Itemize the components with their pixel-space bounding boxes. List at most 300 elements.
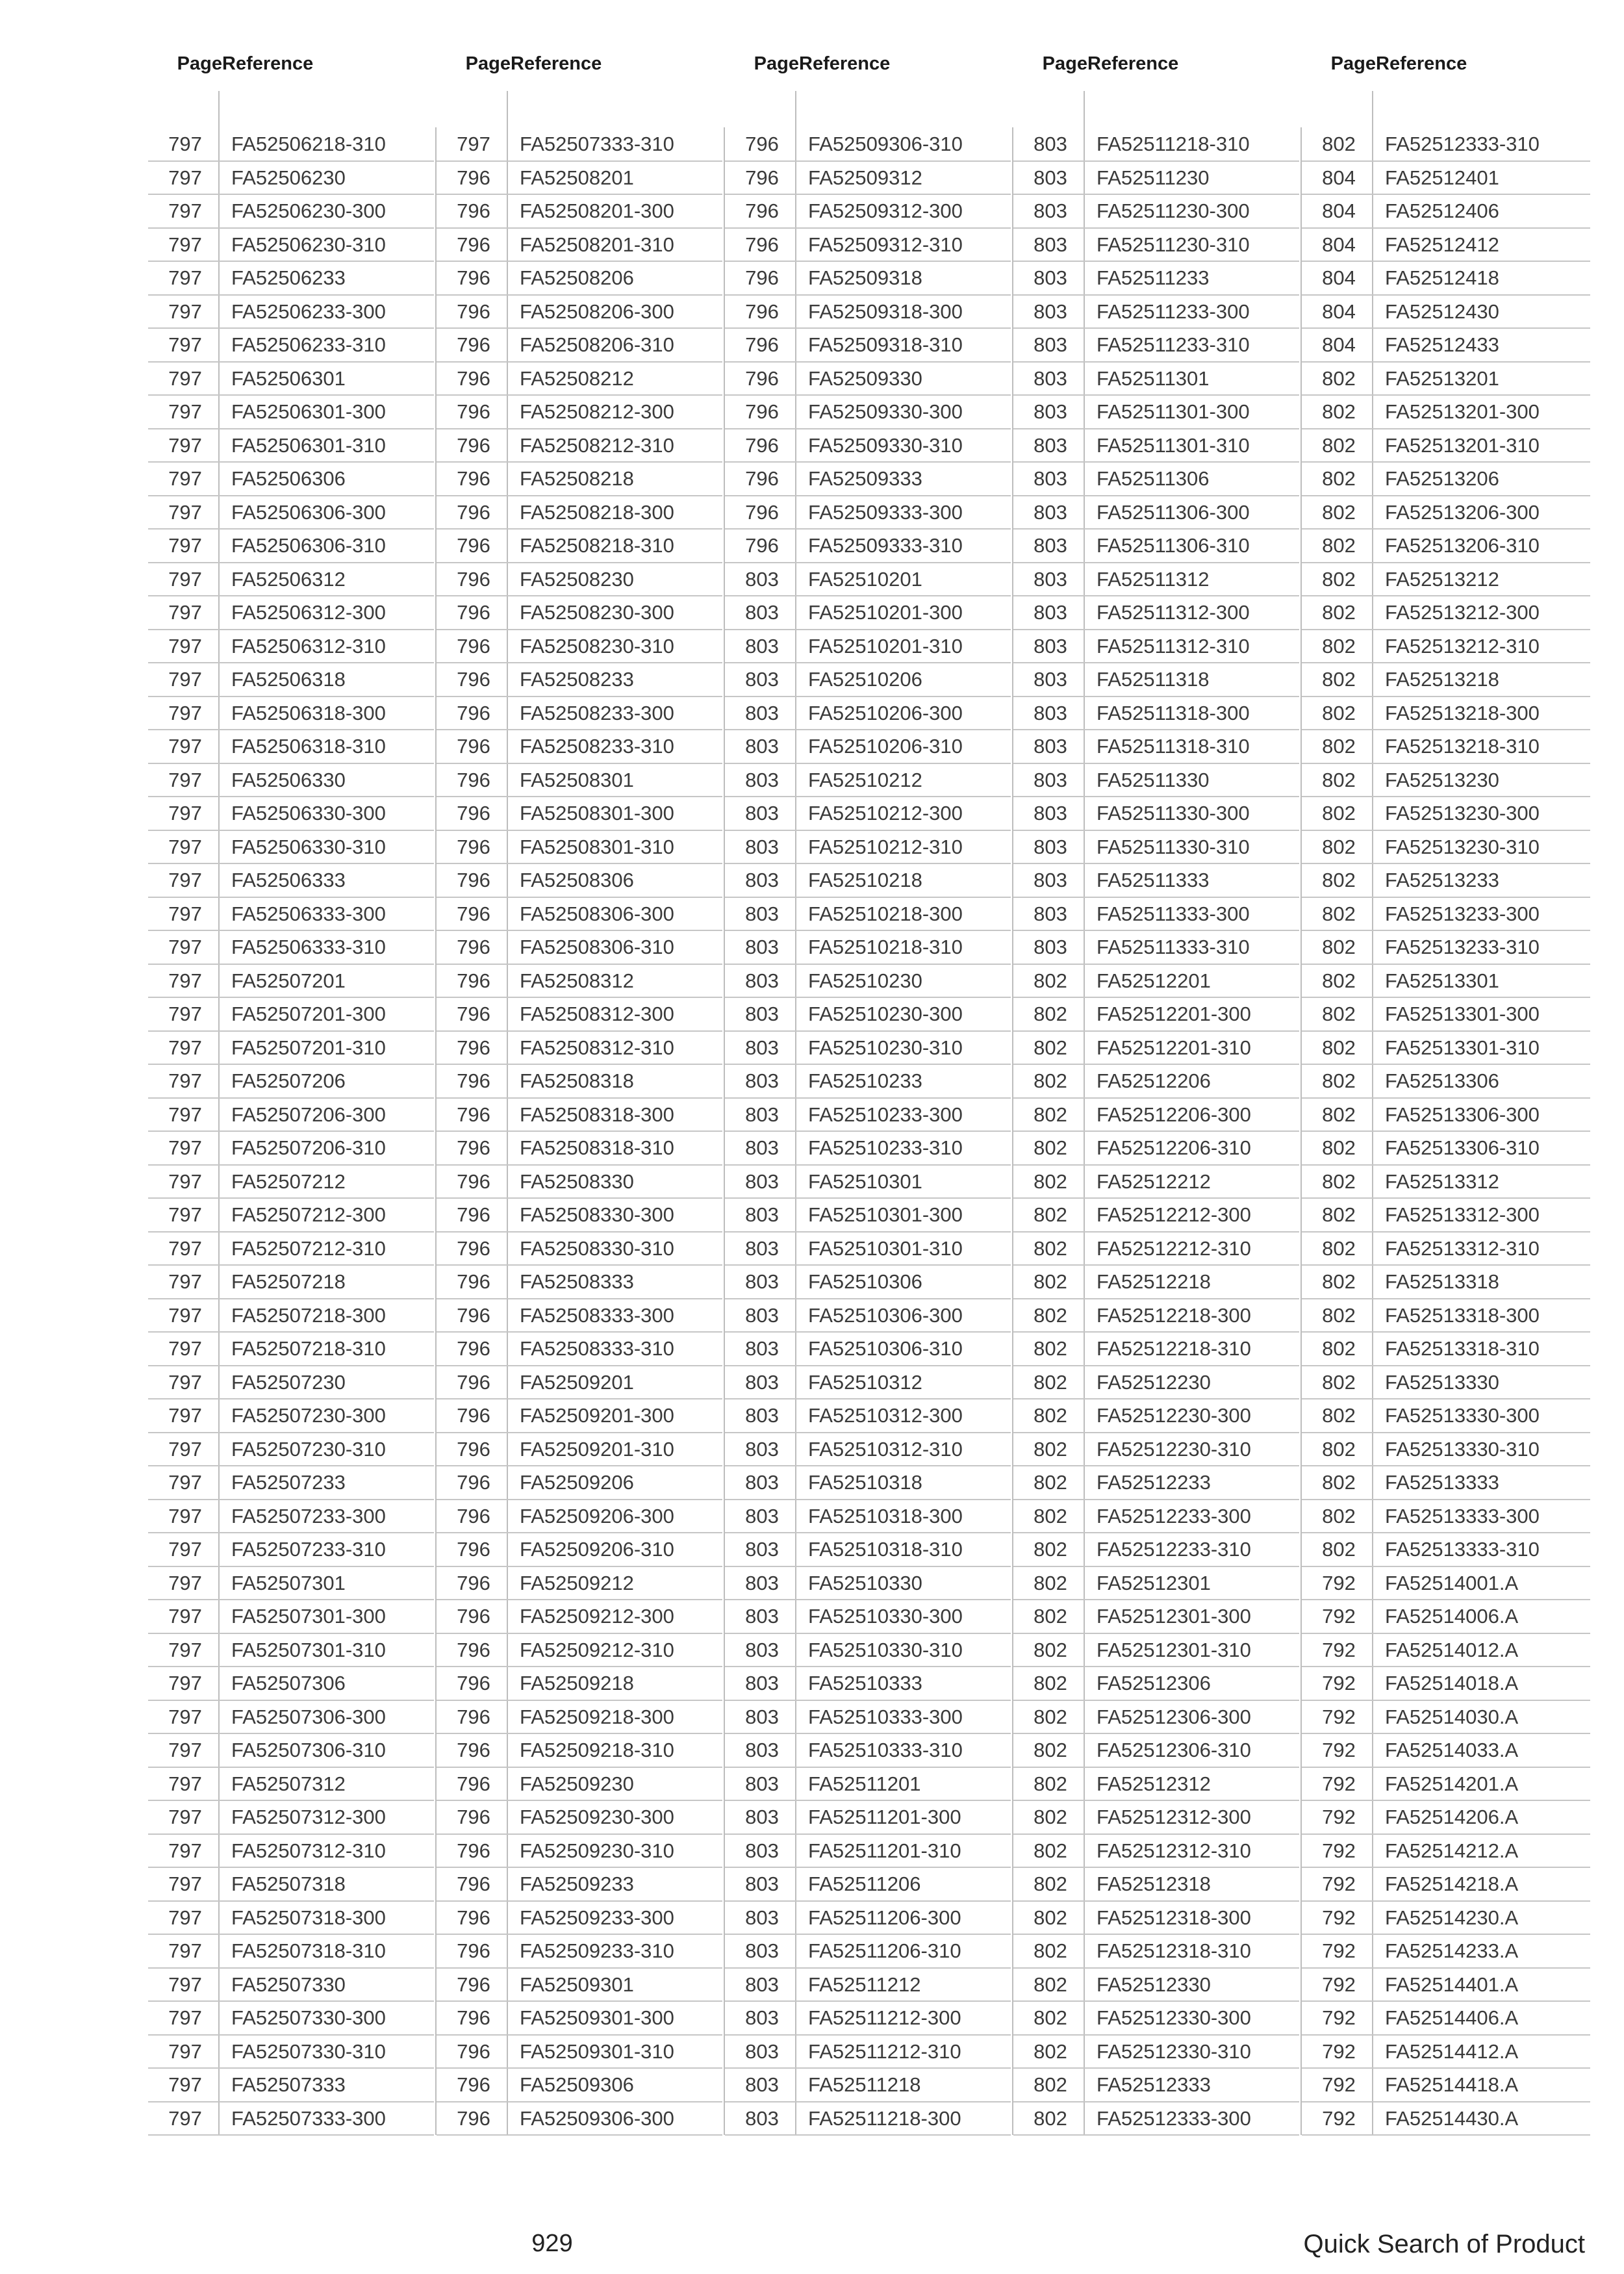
reference-cell: FA52509301-310 — [520, 2039, 674, 2063]
reference-cell: FA52514418.A — [1385, 2073, 1519, 2096]
page-cell: 802 — [1322, 1103, 1356, 1126]
reference-cell: FA52512333 — [1097, 2073, 1211, 2096]
reference-cell: FA52512418 — [1385, 266, 1499, 289]
page-cell: 802 — [1322, 567, 1356, 591]
page-cell: 802 — [1034, 1605, 1067, 1628]
page-cell: 803 — [745, 1136, 779, 1159]
page-cell: 797 — [168, 1169, 202, 1193]
reference-cell: FA52513330-310 — [1385, 1437, 1540, 1461]
reference-cell: FA52513212 — [1385, 567, 1499, 591]
page-cell: 797 — [168, 266, 202, 289]
reference-cell: FA52513330-300 — [1385, 1404, 1540, 1427]
page-cell: 797 — [168, 1337, 202, 1360]
reference-cell: FA52510330 — [808, 1571, 922, 1594]
page-cell: 797 — [168, 433, 202, 457]
page-cell: 796 — [457, 1973, 490, 1996]
page-cell: 803 — [1034, 869, 1067, 891]
page-cell: 797 — [168, 1103, 202, 1126]
page-cell: 802 — [1322, 802, 1356, 824]
page-cell: 796 — [457, 1103, 490, 1126]
page-cell: 792 — [1322, 1739, 1356, 1761]
page-cell: 803 — [745, 1036, 779, 1059]
page-cell: 792 — [1322, 1973, 1356, 1996]
reference-cell: FA52506330 — [231, 768, 346, 791]
page-cell: 796 — [457, 1136, 490, 1159]
page-cell: 792 — [1322, 2039, 1356, 2063]
page-cell: 797 — [168, 1303, 202, 1327]
page-cell: 797 — [168, 936, 202, 958]
page-cell: 796 — [457, 1806, 490, 1828]
page-cell: 796 — [457, 534, 490, 557]
page-cell: 802 — [1322, 1236, 1356, 1260]
page-cell: 803 — [1034, 233, 1067, 256]
reference-cell: FA52509318-310 — [808, 333, 963, 356]
reference-cell: FA52514230.A — [1385, 1906, 1519, 1929]
reference-cell: FA52513233-300 — [1385, 902, 1540, 925]
page-cell: 802 — [1322, 1538, 1356, 1561]
row-separator — [1302, 2134, 1590, 2136]
reference-cell: FA52511212-300 — [808, 2006, 961, 2029]
page-cell: 797 — [168, 701, 202, 724]
reference-cell: FA52507206-300 — [231, 1103, 386, 1126]
reference-cell: FA52509301-300 — [520, 2006, 674, 2029]
reference-cell: FA52510212-310 — [808, 835, 963, 858]
page-cell: 796 — [457, 2106, 490, 2130]
reference-cell: FA52509206 — [520, 1471, 634, 1494]
reference-cell: FA52509201-300 — [520, 1404, 674, 1427]
page-cell: 804 — [1322, 333, 1356, 356]
reference-cell: FA52514206.A — [1385, 1806, 1519, 1828]
page-cell: 803 — [1034, 366, 1067, 390]
reference-cell: FA52506233 — [231, 266, 346, 289]
reference-cell: FA52512218-310 — [1097, 1337, 1251, 1360]
reference-cell: FA52514212.A — [1385, 1839, 1519, 1862]
page-cell: 796 — [457, 735, 490, 758]
page-cell: 803 — [1034, 735, 1067, 758]
page-cell: 797 — [168, 1806, 202, 1828]
reference-cell: FA52513318-300 — [1385, 1303, 1540, 1327]
reference-cell: FA52510318-300 — [808, 1504, 963, 1527]
page-cell: 802 — [1034, 1003, 1067, 1025]
page-cell: 802 — [1322, 835, 1356, 858]
reference-cell: FA52511318-310 — [1097, 735, 1250, 758]
page-cell: 797 — [168, 2106, 202, 2130]
reference-cell: FA52506330-310 — [231, 835, 386, 858]
page-cell: 803 — [745, 969, 779, 992]
reference-cell: FA52513218-310 — [1385, 735, 1540, 758]
page-cell: 802 — [1322, 1471, 1356, 1494]
page-cell: 797 — [168, 567, 202, 591]
page-cell: 796 — [745, 433, 779, 457]
page-cell: 803 — [1034, 500, 1067, 524]
page-cell: 803 — [745, 1003, 779, 1025]
page-cell: 802 — [1322, 133, 1356, 155]
page-cell: 792 — [1322, 2073, 1356, 2096]
page-cell: 797 — [168, 2073, 202, 2096]
page-cell: 802 — [1034, 1872, 1067, 1895]
reference-cell: FA52507333-310 — [520, 133, 674, 155]
reference-cell: FA52507301-310 — [231, 1638, 386, 1661]
reference-cell: FA52512333-310 — [1385, 133, 1540, 155]
reference-cell: FA52512206-300 — [1097, 1103, 1251, 1126]
reference-cell: FA52514201.A — [1385, 1772, 1519, 1795]
page-cell: 796 — [457, 400, 490, 423]
page-cell: 802 — [1322, 1370, 1356, 1394]
header-divider — [795, 91, 796, 140]
row-separator — [437, 2134, 722, 2136]
reference-cell: FA52508233-300 — [520, 701, 674, 724]
reference-cell: FA52506318-300 — [231, 701, 386, 724]
page-cell: 802 — [1322, 735, 1356, 758]
row-separator — [148, 2134, 434, 2136]
reference-cell: FA52507333 — [231, 2073, 346, 2096]
footer-title: Quick Search of Product — [1303, 2230, 1585, 2258]
reference-cell: FA52508318-310 — [520, 1136, 674, 1159]
page-cell: 803 — [745, 1069, 779, 1092]
header-reference-label: Reference — [799, 53, 891, 74]
reference-cell: FA52513201-300 — [1385, 400, 1540, 423]
reference-cell: FA52511301-310 — [1097, 433, 1250, 457]
page-cell: 803 — [1034, 601, 1067, 624]
reference-cell: FA52507318 — [231, 1872, 346, 1895]
reference-cell: FA52510201-300 — [808, 601, 963, 624]
reference-cell: FA52508230-300 — [520, 601, 674, 624]
page-cell: 802 — [1322, 1003, 1356, 1025]
page-cell: 802 — [1322, 467, 1356, 490]
reference-cell: FA52507218 — [231, 1270, 346, 1293]
page-cell: 792 — [1322, 1638, 1356, 1661]
reference-cell: FA52512230-310 — [1097, 1437, 1251, 1461]
page-cell: 804 — [1322, 266, 1356, 289]
page-cell: 802 — [1322, 433, 1356, 457]
page-cell: 792 — [1322, 1705, 1356, 1728]
reference-cell: FA52509218 — [520, 1672, 634, 1694]
page-cell: 796 — [745, 333, 779, 356]
reference-cell: FA52509233-300 — [520, 1906, 674, 1929]
reference-cell: FA52508318 — [520, 1069, 634, 1092]
page-cell: 802 — [1034, 2106, 1067, 2130]
page-cell: 797 — [168, 1003, 202, 1025]
reference-cell: FA52514033.A — [1385, 1739, 1519, 1761]
page-cell: 796 — [457, 1404, 490, 1427]
page-cell: 797 — [168, 601, 202, 624]
reference-cell: FA52508312-310 — [520, 1036, 674, 1059]
page-cell: 796 — [457, 1906, 490, 1929]
reference-cell: FA52510212-300 — [808, 802, 963, 824]
reference-cell: FA52509218-300 — [520, 1705, 674, 1728]
reference-cell: FA52509212-300 — [520, 1605, 674, 1628]
reference-cell: FA52508233 — [520, 668, 634, 691]
reference-cell: FA52512218-300 — [1097, 1303, 1251, 1327]
page-cell: 804 — [1322, 233, 1356, 256]
page-cell: 796 — [457, 233, 490, 256]
reference-cell: FA52513218-300 — [1385, 701, 1540, 724]
reference-cell: FA52510230-300 — [808, 1003, 963, 1025]
page-cell: 803 — [745, 835, 779, 858]
reference-cell: FA52506330-300 — [231, 802, 386, 824]
reference-cell: FA52514412.A — [1385, 2039, 1519, 2063]
page-cell: 796 — [745, 467, 779, 490]
page-cell: 797 — [168, 969, 202, 992]
reference-cell: FA52508306 — [520, 869, 634, 891]
reference-cell: FA52514430.A — [1385, 2106, 1519, 2130]
reference-cell: FA52512301-310 — [1097, 1638, 1251, 1661]
page-cell: 802 — [1322, 1504, 1356, 1527]
page-cell: 803 — [745, 1571, 779, 1594]
reference-cell: FA52513333-310 — [1385, 1538, 1540, 1561]
reference-cell: FA52511330-300 — [1097, 802, 1250, 824]
page-cell: 796 — [457, 1571, 490, 1594]
reference-cell: FA52511201-310 — [808, 1839, 961, 1862]
reference-cell: FA52512301-300 — [1097, 1605, 1251, 1628]
page-cell: 797 — [168, 400, 202, 423]
page-cell: 802 — [1322, 1337, 1356, 1360]
reference-cell: FA52508230-310 — [520, 634, 674, 658]
reference-cell: FA52512433 — [1385, 333, 1499, 356]
page-cell: 802 — [1034, 1270, 1067, 1293]
page-cell: 802 — [1322, 1437, 1356, 1461]
page-cell: 792 — [1322, 1839, 1356, 1862]
header-divider — [1372, 91, 1373, 140]
page-cell: 796 — [457, 1504, 490, 1527]
row-separator — [1013, 2134, 1299, 2136]
reference-cell: FA52508212 — [520, 366, 634, 390]
page-cell: 802 — [1322, 1203, 1356, 1226]
reference-cell: FA52513318-310 — [1385, 1337, 1540, 1360]
page-cell: 803 — [745, 1806, 779, 1828]
page-cell: 803 — [745, 768, 779, 791]
reference-cell: FA52511206-310 — [808, 1939, 961, 1962]
reference-cell: FA52514030.A — [1385, 1705, 1519, 1728]
reference-cell: FA52506306-310 — [231, 534, 386, 557]
page-cell: 802 — [1034, 1404, 1067, 1427]
reference-cell: FA52511218 — [808, 2073, 921, 2096]
page-cell: 797 — [168, 1739, 202, 1761]
page-cell: 803 — [1034, 433, 1067, 457]
page-cell: 792 — [1322, 1806, 1356, 1828]
page-cell: 797 — [168, 1437, 202, 1461]
page-cell: 796 — [457, 2073, 490, 2096]
reference-cell: FA52512318-300 — [1097, 1906, 1251, 1929]
reference-cell: FA52509333-300 — [808, 500, 963, 524]
reference-cell: FA52510333-300 — [808, 1705, 963, 1728]
reference-cell: FA52514233.A — [1385, 1939, 1519, 1962]
page-cell: 796 — [457, 902, 490, 925]
page-cell: 803 — [1034, 768, 1067, 791]
page-cell: 803 — [745, 869, 779, 891]
reference-cell: FA52513306-310 — [1385, 1136, 1540, 1159]
page-cell: 803 — [745, 1337, 779, 1360]
page-cell: 792 — [1322, 1872, 1356, 1895]
page-cell: 796 — [745, 300, 779, 323]
page-cell: 796 — [457, 333, 490, 356]
reference-cell: FA52507233 — [231, 1471, 346, 1494]
reference-cell: FA52511206-300 — [808, 1906, 961, 1929]
page-cell: 797 — [168, 1504, 202, 1527]
page-cell: 796 — [457, 1036, 490, 1059]
reference-cell: FA52510301-300 — [808, 1203, 963, 1226]
page-cell: 797 — [168, 1872, 202, 1895]
reference-cell: FA52507230-310 — [231, 1437, 386, 1461]
reference-cell: FA52511233-300 — [1097, 300, 1250, 323]
page-cell: 803 — [745, 902, 779, 925]
page-cell: 803 — [745, 1103, 779, 1126]
page-cell: 797 — [168, 768, 202, 791]
page-cell: 792 — [1322, 2106, 1356, 2130]
page-cell: 797 — [168, 1705, 202, 1728]
reference-cell: FA52506318 — [231, 668, 346, 691]
reference-cell: FA52513312 — [1385, 1169, 1499, 1193]
reference-cell: FA52510218-300 — [808, 902, 963, 925]
page-cell: 802 — [1034, 1939, 1067, 1962]
reference-cell: FA52513212-300 — [1385, 601, 1540, 624]
reference-cell: FA52512206-310 — [1097, 1136, 1251, 1159]
page-cell: 797 — [168, 835, 202, 858]
reference-cell: FA52510206-310 — [808, 735, 963, 758]
page-cell: 797 — [168, 300, 202, 323]
header-divider — [1084, 91, 1085, 140]
reference-cell: FA52512430 — [1385, 300, 1499, 323]
page-cell: 797 — [168, 2039, 202, 2063]
reference-cell: FA52506218-310 — [231, 133, 386, 155]
reference-cell: FA52510306 — [808, 1270, 922, 1293]
page-cell: 803 — [745, 2006, 779, 2029]
reference-cell: FA52508330-310 — [520, 1236, 674, 1260]
page-cell: 796 — [457, 2006, 490, 2029]
reference-cell: FA52509330-310 — [808, 433, 963, 457]
reference-cell: FA52512230 — [1097, 1370, 1211, 1394]
reference-cell: FA52511312-310 — [1097, 634, 1250, 658]
page-cell: 803 — [745, 1973, 779, 1996]
page-cell: 802 — [1322, 500, 1356, 524]
page-cell: 803 — [1034, 802, 1067, 824]
reference-cell: FA52507318-300 — [231, 1906, 386, 1929]
page-cell: 802 — [1034, 1772, 1067, 1795]
page-cell: 797 — [168, 1370, 202, 1394]
reference-cell: FA52507218-310 — [231, 1337, 386, 1360]
reference-cell: FA52510233 — [808, 1069, 922, 1092]
reference-cell: FA52510218-310 — [808, 936, 963, 958]
page-cell: 796 — [457, 1003, 490, 1025]
reference-cell: FA52507312-300 — [231, 1806, 386, 1828]
page-cell: 802 — [1322, 534, 1356, 557]
page-cell: 797 — [168, 199, 202, 222]
reference-cell: FA52506312 — [231, 567, 346, 591]
page-cell: 803 — [745, 1772, 779, 1795]
page-cell: 797 — [168, 634, 202, 658]
reference-cell: FA52513301 — [1385, 969, 1499, 992]
page-cell: 802 — [1322, 869, 1356, 891]
page-cell: 803 — [745, 1538, 779, 1561]
reference-cell: FA52509333-310 — [808, 534, 963, 557]
page-cell: 797 — [168, 1203, 202, 1226]
reference-cell: FA52506333-300 — [231, 902, 386, 925]
reference-cell: FA52510333-310 — [808, 1739, 963, 1761]
page-cell: 796 — [457, 1270, 490, 1293]
reference-cell: FA52508218-300 — [520, 500, 674, 524]
reference-cell: FA52507201-310 — [231, 1036, 386, 1059]
reference-cell: FA52508312-300 — [520, 1003, 674, 1025]
reference-cell: FA52507312 — [231, 1772, 346, 1795]
page-cell: 803 — [745, 1705, 779, 1728]
header-page-label: Page — [177, 53, 222, 74]
reference-cell: FA52509312-300 — [808, 199, 963, 222]
page-cell: 802 — [1034, 1169, 1067, 1193]
page-cell: 803 — [745, 1939, 779, 1962]
page-cell: 797 — [168, 1136, 202, 1159]
page-cell: 796 — [457, 1370, 490, 1394]
reference-cell: FA52506233-300 — [231, 300, 386, 323]
reference-cell: FA52512406 — [1385, 199, 1499, 222]
reference-cell: FA52513233-310 — [1385, 936, 1540, 958]
page-cell: 802 — [1322, 969, 1356, 992]
reference-cell: FA52510312-310 — [808, 1437, 963, 1461]
reference-cell: FA52511230-310 — [1097, 233, 1250, 256]
reference-cell: FA52508330-300 — [520, 1203, 674, 1226]
page-cell: 802 — [1034, 1973, 1067, 1996]
reference-cell: FA52508201 — [520, 166, 634, 189]
page-cell: 796 — [457, 433, 490, 457]
page-cell: 804 — [1322, 300, 1356, 323]
page-cell: 802 — [1034, 1504, 1067, 1527]
reference-cell: FA52508201-300 — [520, 199, 674, 222]
page-cell: 797 — [168, 2006, 202, 2029]
reference-cell: FA52512212 — [1097, 1169, 1211, 1193]
page-cell: 803 — [745, 1872, 779, 1895]
reference-cell: FA52514018.A — [1385, 1672, 1519, 1694]
reference-cell: FA52507330-300 — [231, 2006, 386, 2029]
page-cell: 797 — [168, 1270, 202, 1293]
page-cell: 796 — [457, 1069, 490, 1092]
page-cell: 802 — [1322, 1069, 1356, 1092]
reference-cell: FA52508333-310 — [520, 1337, 674, 1360]
reference-cell: FA52511330 — [1097, 768, 1210, 791]
reference-cell: FA52514401.A — [1385, 1973, 1519, 1996]
page-cell: 796 — [745, 500, 779, 524]
reference-cell: FA52508218-310 — [520, 534, 674, 557]
reference-cell: FA52512330 — [1097, 1973, 1211, 1996]
reference-cell: FA52511306-300 — [1097, 500, 1250, 524]
page-cell: 803 — [745, 1169, 779, 1193]
reference-cell: FA52511301-300 — [1097, 400, 1250, 423]
page-cell: 796 — [457, 1638, 490, 1661]
page-cell: 802 — [1322, 1404, 1356, 1427]
reference-cell: FA52506301 — [231, 366, 346, 390]
reference-cell: FA52512401 — [1385, 166, 1499, 189]
reference-cell: FA52510330-310 — [808, 1638, 963, 1661]
reference-cell: FA52509312 — [808, 166, 922, 189]
reference-cell: FA52509306 — [520, 2073, 634, 2096]
page-cell: 792 — [1322, 1605, 1356, 1628]
reference-cell: FA52511230-300 — [1097, 199, 1250, 222]
reference-cell: FA52508333 — [520, 1270, 634, 1293]
reference-cell: FA52509233 — [520, 1872, 634, 1895]
reference-cell: FA52507212-300 — [231, 1203, 386, 1226]
reference-cell: FA52512333-300 — [1097, 2106, 1251, 2130]
reference-cell: FA52509333 — [808, 467, 922, 490]
page-cell: 796 — [457, 668, 490, 691]
reference-cell: FA52512201-310 — [1097, 1036, 1251, 1059]
page-cell: 797 — [168, 1471, 202, 1494]
reference-cell: FA52510212 — [808, 768, 922, 791]
page-cell: 797 — [168, 1939, 202, 1962]
reference-cell: FA52510312 — [808, 1370, 922, 1394]
page-cell: 802 — [1034, 1672, 1067, 1694]
page-cell: 796 — [745, 366, 779, 390]
page-cell: 802 — [1034, 1739, 1067, 1761]
page-cell: 803 — [745, 936, 779, 958]
reference-cell: FA52507330 — [231, 1973, 346, 1996]
